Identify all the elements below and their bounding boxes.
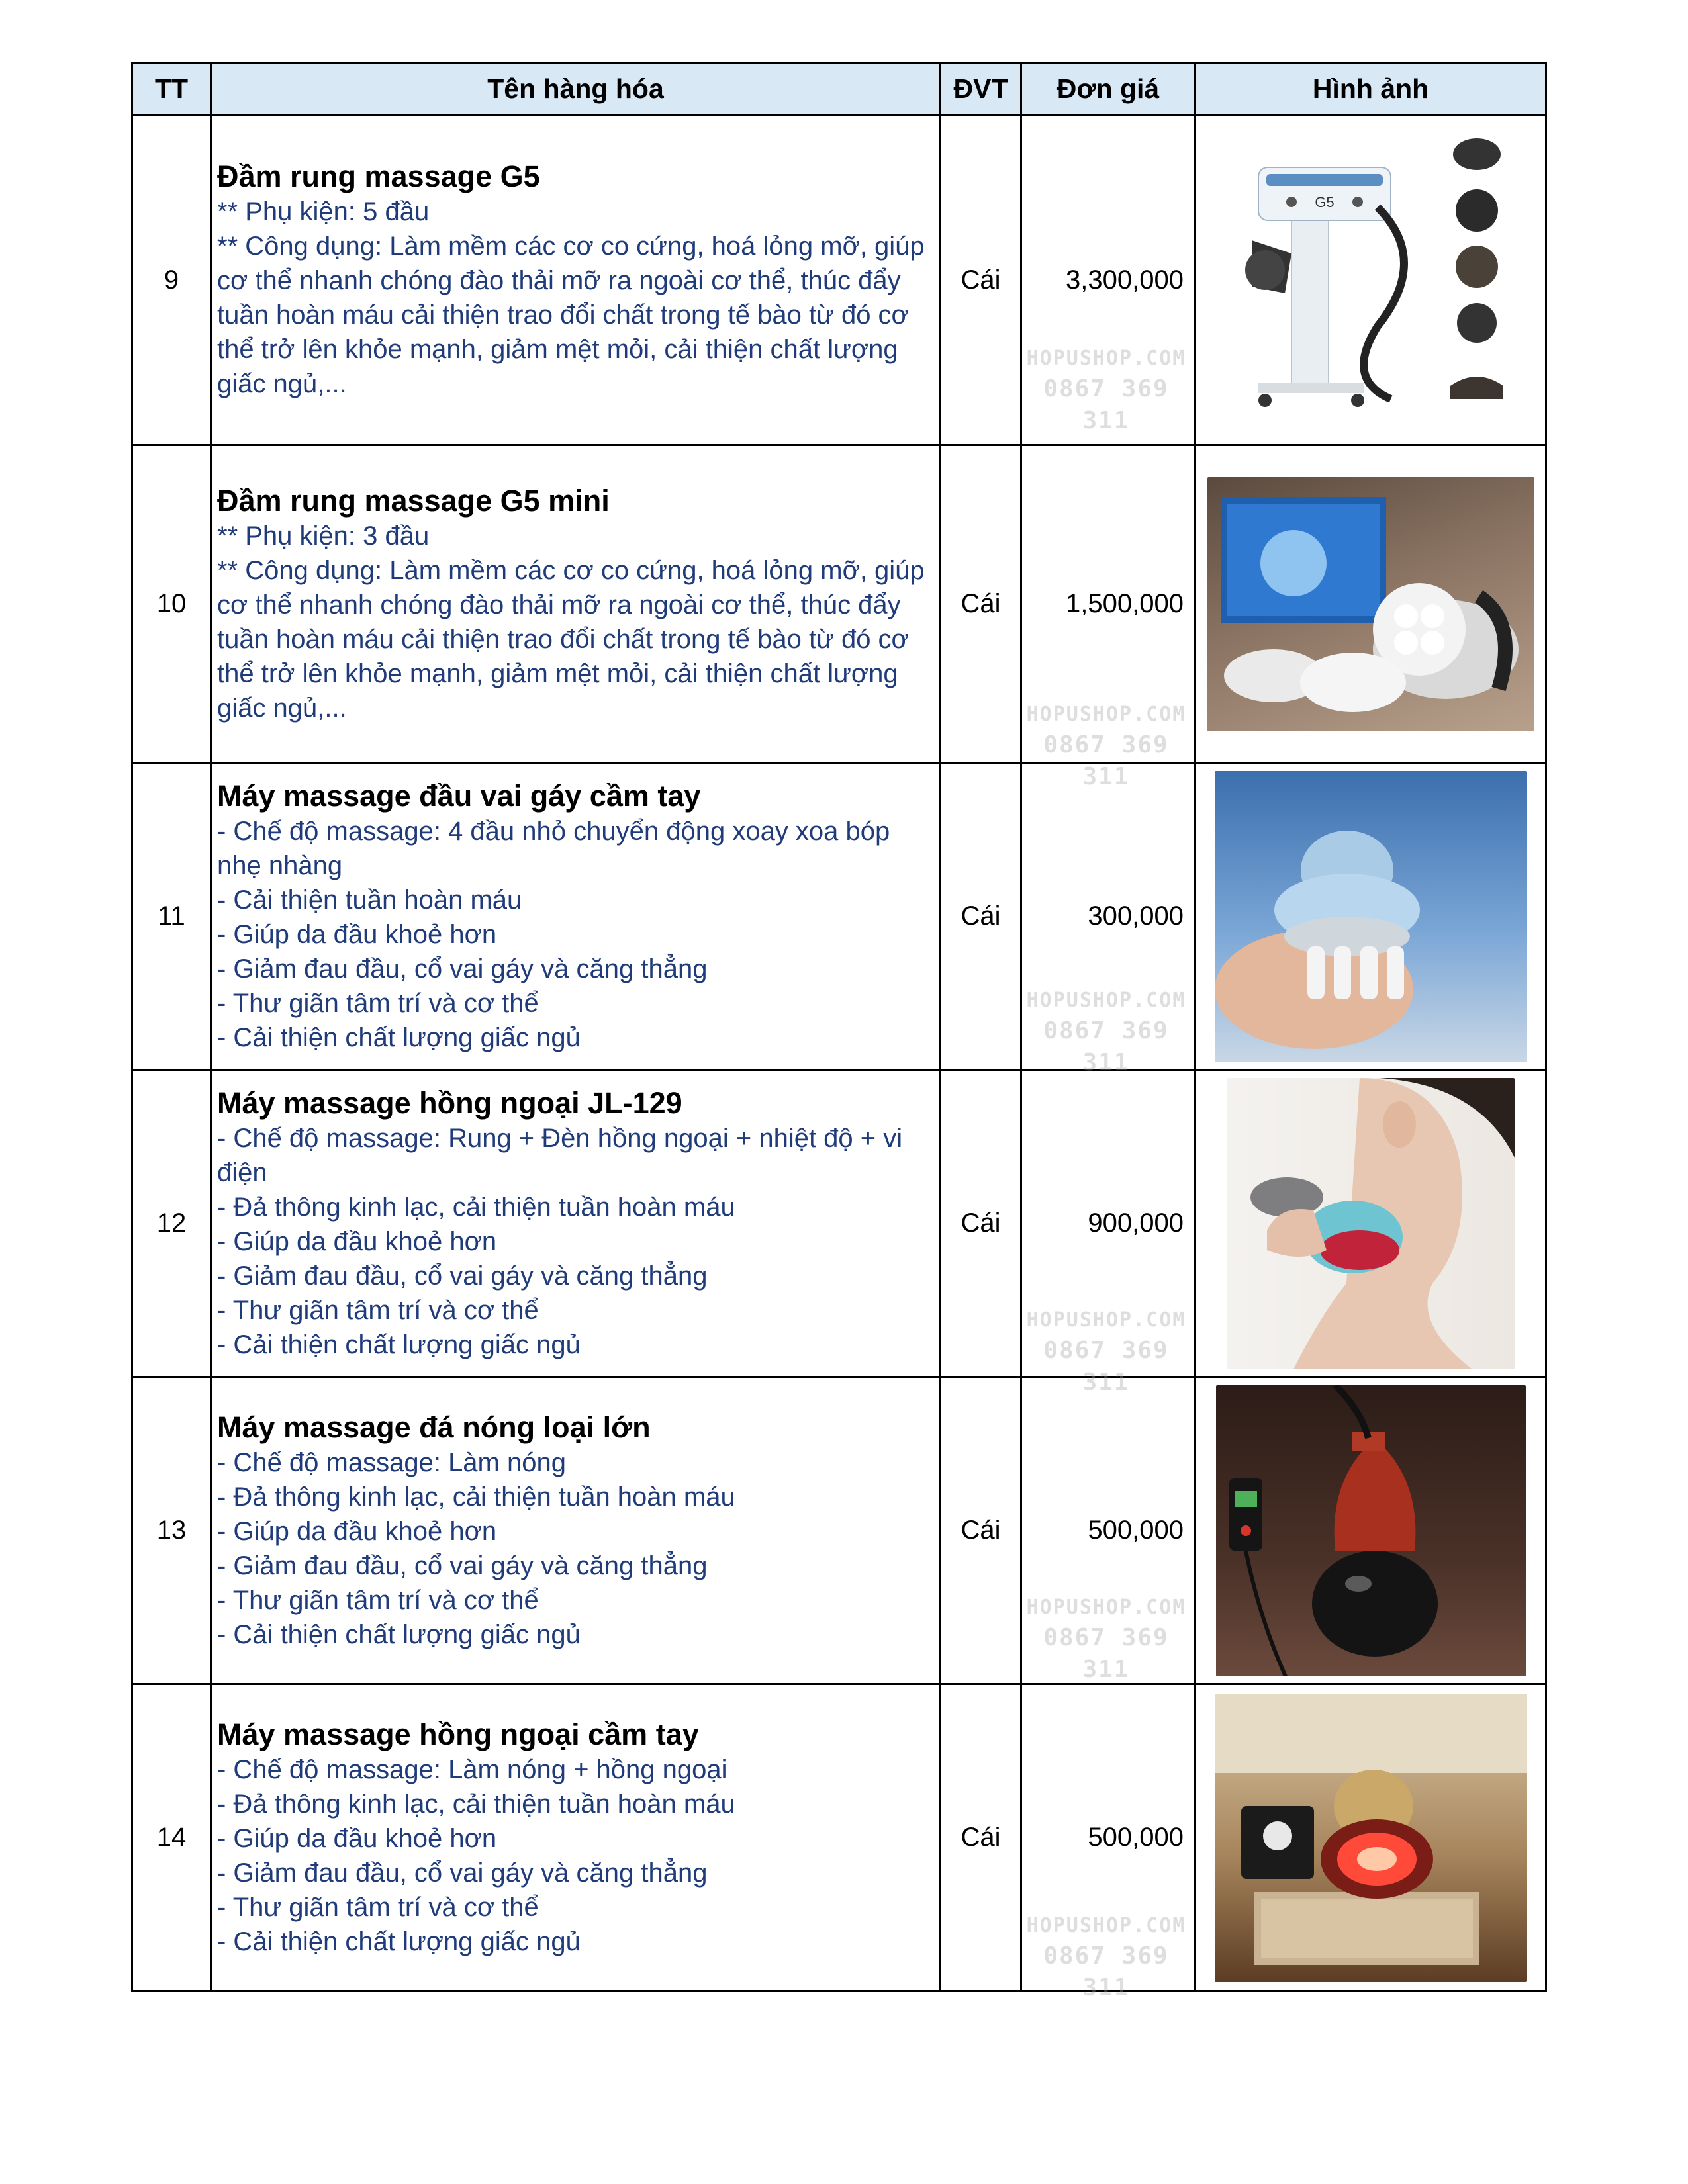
product-details (217, 814, 933, 1055)
price-table (131, 62, 1547, 1992)
detail-line: - Giảm đau đầu, cổ vai gáy và căng thẳng (217, 954, 708, 983)
image-cell (1196, 445, 1546, 763)
watermark-site: HOPUSHOP.COM (1026, 703, 1186, 726)
watermark-site: HOPUSHOP.COM (1026, 1308, 1186, 1332)
product-details (217, 195, 933, 401)
product-description (211, 445, 941, 763)
table-row (132, 1377, 1546, 1684)
product-image-jl129 (1227, 1078, 1515, 1369)
row-number: 9 (132, 115, 211, 445)
watermark-phone: 0867 369 311 (1043, 375, 1169, 434)
watermark-site: HOPUSHOP.COM (1026, 1914, 1186, 1937)
detail-line: - Giúp da đầu khoẻ hơn (217, 1226, 497, 1256)
product-title: Máy massage đầu vai gáy cầm tay (217, 778, 701, 813)
detail-line: - Chế độ massage: 4 đầu nhỏ chuyển động xoay xoa bóp nhẹ nhàng (217, 816, 890, 880)
unit-cell: Cái (941, 763, 1021, 1070)
detail-line: - Chế độ massage: Làm nóng + hồng ngoại (217, 1754, 727, 1784)
table-row (132, 763, 1546, 1070)
unit-cell: Cái (941, 115, 1021, 445)
detail-line: ** Phụ kiện: 3 đầu (217, 521, 430, 551)
product-title: Máy massage đá nóng loại lớn (217, 1410, 651, 1444)
price-cell: 1,500,000 (1021, 445, 1196, 763)
table-row (132, 115, 1546, 445)
image-cell (1196, 763, 1546, 1070)
detail-line: - Cải thiện chất lượng giấc ngủ (217, 1330, 581, 1359)
price-cell: 900,000 (1021, 1070, 1196, 1377)
detail-line: - Đả thông kinh lạc, cải thiện tuần hoàn máu (217, 1192, 735, 1222)
watermark-phone: 0867 369 311 (1043, 1337, 1169, 1396)
watermark-phone: 0867 369 311 (1043, 1017, 1169, 1076)
product-image-infrared-handheld (1215, 1694, 1527, 1982)
unit-cell: Cái (941, 1684, 1021, 1991)
header-image: Hình ảnh (1196, 64, 1546, 115)
table-row (132, 1684, 1546, 1991)
detail-line: - Giúp da đầu khoẻ hơn (217, 1823, 497, 1853)
detail-line: - Cải thiện chất lượng giấc ngủ (217, 1619, 581, 1649)
watermark-site: HOPUSHOP.COM (1026, 347, 1186, 370)
watermark-site: HOPUSHOP.COM (1026, 1596, 1186, 1619)
product-title: Đầm rung massage G5 (217, 159, 540, 193)
detail-line: ** Phụ kiện: 5 đầu (217, 197, 430, 226)
unit-cell: Cái (941, 445, 1021, 763)
row-number: 14 (132, 1684, 211, 1991)
product-image-g5-mini (1207, 477, 1534, 731)
header-price: Đơn giá (1021, 64, 1196, 115)
table-header-row (132, 64, 1546, 115)
detail-line: - Cải thiện chất lượng giấc ngủ (217, 1023, 581, 1052)
detail-line: - Cải thiện tuần hoàn máu (217, 885, 522, 915)
product-details (217, 1752, 933, 1959)
detail-line: ** Công dụng: Làm mềm các cơ co cứng, hoá lỏng mỡ, giúp cơ thể nhanh chóng đào thải mỡ ra ngoài cơ thể, thúc đẩy tuần hoàn máu cải thiện trao đổi chất trong tế bào từ đó cơ thể trở lên khỏe mạnh, giảm mệt mỏi, cải thiện chất lượng giấc ngủ,... (217, 555, 925, 723)
table-row (132, 1070, 1546, 1377)
unit-cell: Cái (941, 1377, 1021, 1684)
unit-cell: Cái (941, 1070, 1021, 1377)
price-cell: 500,000 (1021, 1377, 1196, 1684)
row-number: 12 (132, 1070, 211, 1377)
product-description (211, 1684, 941, 1991)
product-details (217, 1445, 933, 1652)
image-cell (1196, 1070, 1546, 1377)
price-cell: 3,300,000 (1021, 115, 1196, 445)
row-number: 11 (132, 763, 211, 1070)
table-row (132, 445, 1546, 763)
product-title: Đầm rung massage G5 mini (217, 483, 610, 518)
product-description (211, 115, 941, 445)
detail-line: - Giảm đau đầu, cổ vai gáy và căng thẳng (217, 1858, 708, 1888)
row-number: 13 (132, 1377, 211, 1684)
detail-line: - Chế độ massage: Làm nóng (217, 1447, 566, 1477)
product-image-g5 (1212, 128, 1530, 432)
header-tt: TT (132, 64, 211, 115)
product-description (211, 1377, 941, 1684)
detail-line: - Thư giãn tâm trí và cơ thể (217, 988, 539, 1018)
detail-line: - Giảm đau đầu, cổ vai gáy và căng thẳng (217, 1261, 708, 1291)
product-image-hot-stone (1216, 1385, 1526, 1676)
product-image-head-massager (1215, 771, 1527, 1062)
watermark-phone: 0867 369 311 (1043, 731, 1169, 790)
detail-line: - Giảm đau đầu, cổ vai gáy và căng thẳng (217, 1551, 708, 1580)
image-cell (1196, 115, 1546, 445)
detail-line: - Giúp da đầu khoẻ hơn (217, 1516, 497, 1546)
detail-line: - Thư giãn tâm trí và cơ thể (217, 1295, 539, 1325)
product-title: Máy massage hồng ngoại cầm tay (217, 1717, 699, 1751)
watermark-phone: 0867 369 311 (1043, 1624, 1169, 1683)
watermark-site: HOPUSHOP.COM (1026, 989, 1186, 1012)
product-details (217, 519, 933, 725)
device-model-label: G5 (1314, 194, 1335, 210)
detail-line: - Chế độ massage: Rung + Đèn hồng ngoại + nhiệt độ + vi điện (217, 1123, 903, 1187)
product-description (211, 1070, 941, 1377)
header-unit: ĐVT (941, 64, 1021, 115)
product-description (211, 763, 941, 1070)
header-name: Tên hàng hóa (211, 64, 941, 115)
price-cell: 300,000 (1021, 763, 1196, 1070)
detail-line: - Thư giãn tâm trí và cơ thể (217, 1892, 539, 1922)
row-number: 10 (132, 445, 211, 763)
detail-line: - Đả thông kinh lạc, cải thiện tuần hoàn máu (217, 1482, 735, 1512)
product-title: Máy massage hồng ngoại JL-129 (217, 1085, 682, 1120)
image-cell (1196, 1684, 1546, 1991)
detail-line: ** Công dụng: Làm mềm các cơ co cứng, hoá lỏng mỡ, giúp cơ thể nhanh chóng đào thải mỡ ra ngoài cơ thể, thúc đẩy tuần hoàn máu cải thiện trao đổi chất trong tế bào từ đó cơ thể trở lên khỏe mạnh, giảm mệt mỏi, cải thiện chất lượng giấc ngủ,... (217, 232, 925, 398)
detail-line: - Thư giãn tâm trí và cơ thể (217, 1585, 539, 1615)
detail-line: - Đả thông kinh lạc, cải thiện tuần hoàn máu (217, 1789, 735, 1819)
detail-line: - Cải thiện chất lượng giấc ngủ (217, 1927, 581, 1956)
watermark-phone: 0867 369 311 (1043, 1942, 1169, 2001)
image-cell (1196, 1377, 1546, 1684)
detail-line: - Giúp da đầu khoẻ hơn (217, 919, 497, 949)
price-cell: 500,000 (1021, 1684, 1196, 1991)
product-details (217, 1121, 933, 1362)
